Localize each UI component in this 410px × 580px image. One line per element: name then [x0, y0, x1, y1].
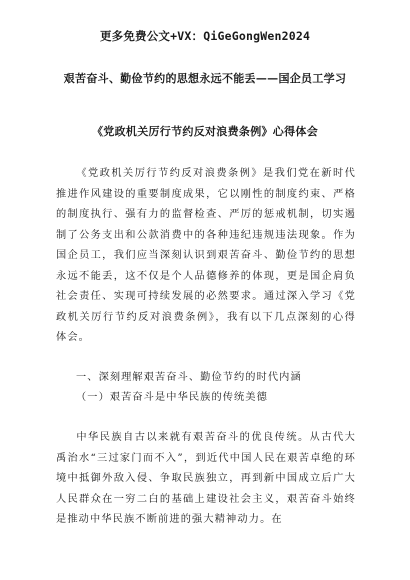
subsection-heading: （一）艰苦奋斗是中华民族的传统美德: [76, 392, 268, 403]
section-heading: 一、深刻理解艰苦奋斗、勤俭节约的时代内涵: [76, 372, 302, 383]
document-subtitle: 《党政机关厉行节约反对浪费条例》心得体会: [92, 125, 318, 138]
document-title: 艰苦奋斗、勤俭节约的思想永远不能丢——国企员工学习: [63, 72, 347, 85]
paragraph-body: 中华民族自古以来就有艰苦奋斗的优良传统。从古代大禹治水“三过家门而不入”，到近代中国人民在艰苦卓绝的环境中抵御外敌入侵、争取民族独立，再到新中国成立后广大人民群众在一穷二白的基础上建设社会主义，艰苦奋斗始终是推动中华民族不断前进的强大精神动力。在: [56, 432, 356, 525]
paragraph-intro: 《党政机关厉行节约反对浪费条例》是我们党在新时代推进作风建设的重要制度成果，它以刚性的制度约束、严格的制度执行、强有力的监督检查、严厉的惩戒机制，切实遏制了公务支出和公款消费中的各种违纪违规违法现象。作为国企员工，我们应当深刻认识到艰苦奋斗、勤俭节约的思想永远不能丢，这不仅是个人品德修养的体现，更是国企肩负社会责任、实现可持续发展的必然要求。通过深入学习《党政机关厉行节约反对浪费条例》，我有以下几点深刻的心得体会。: [56, 168, 356, 343]
document-header: 更多免费公文+VX：QiGeGongWen2024: [99, 29, 311, 43]
